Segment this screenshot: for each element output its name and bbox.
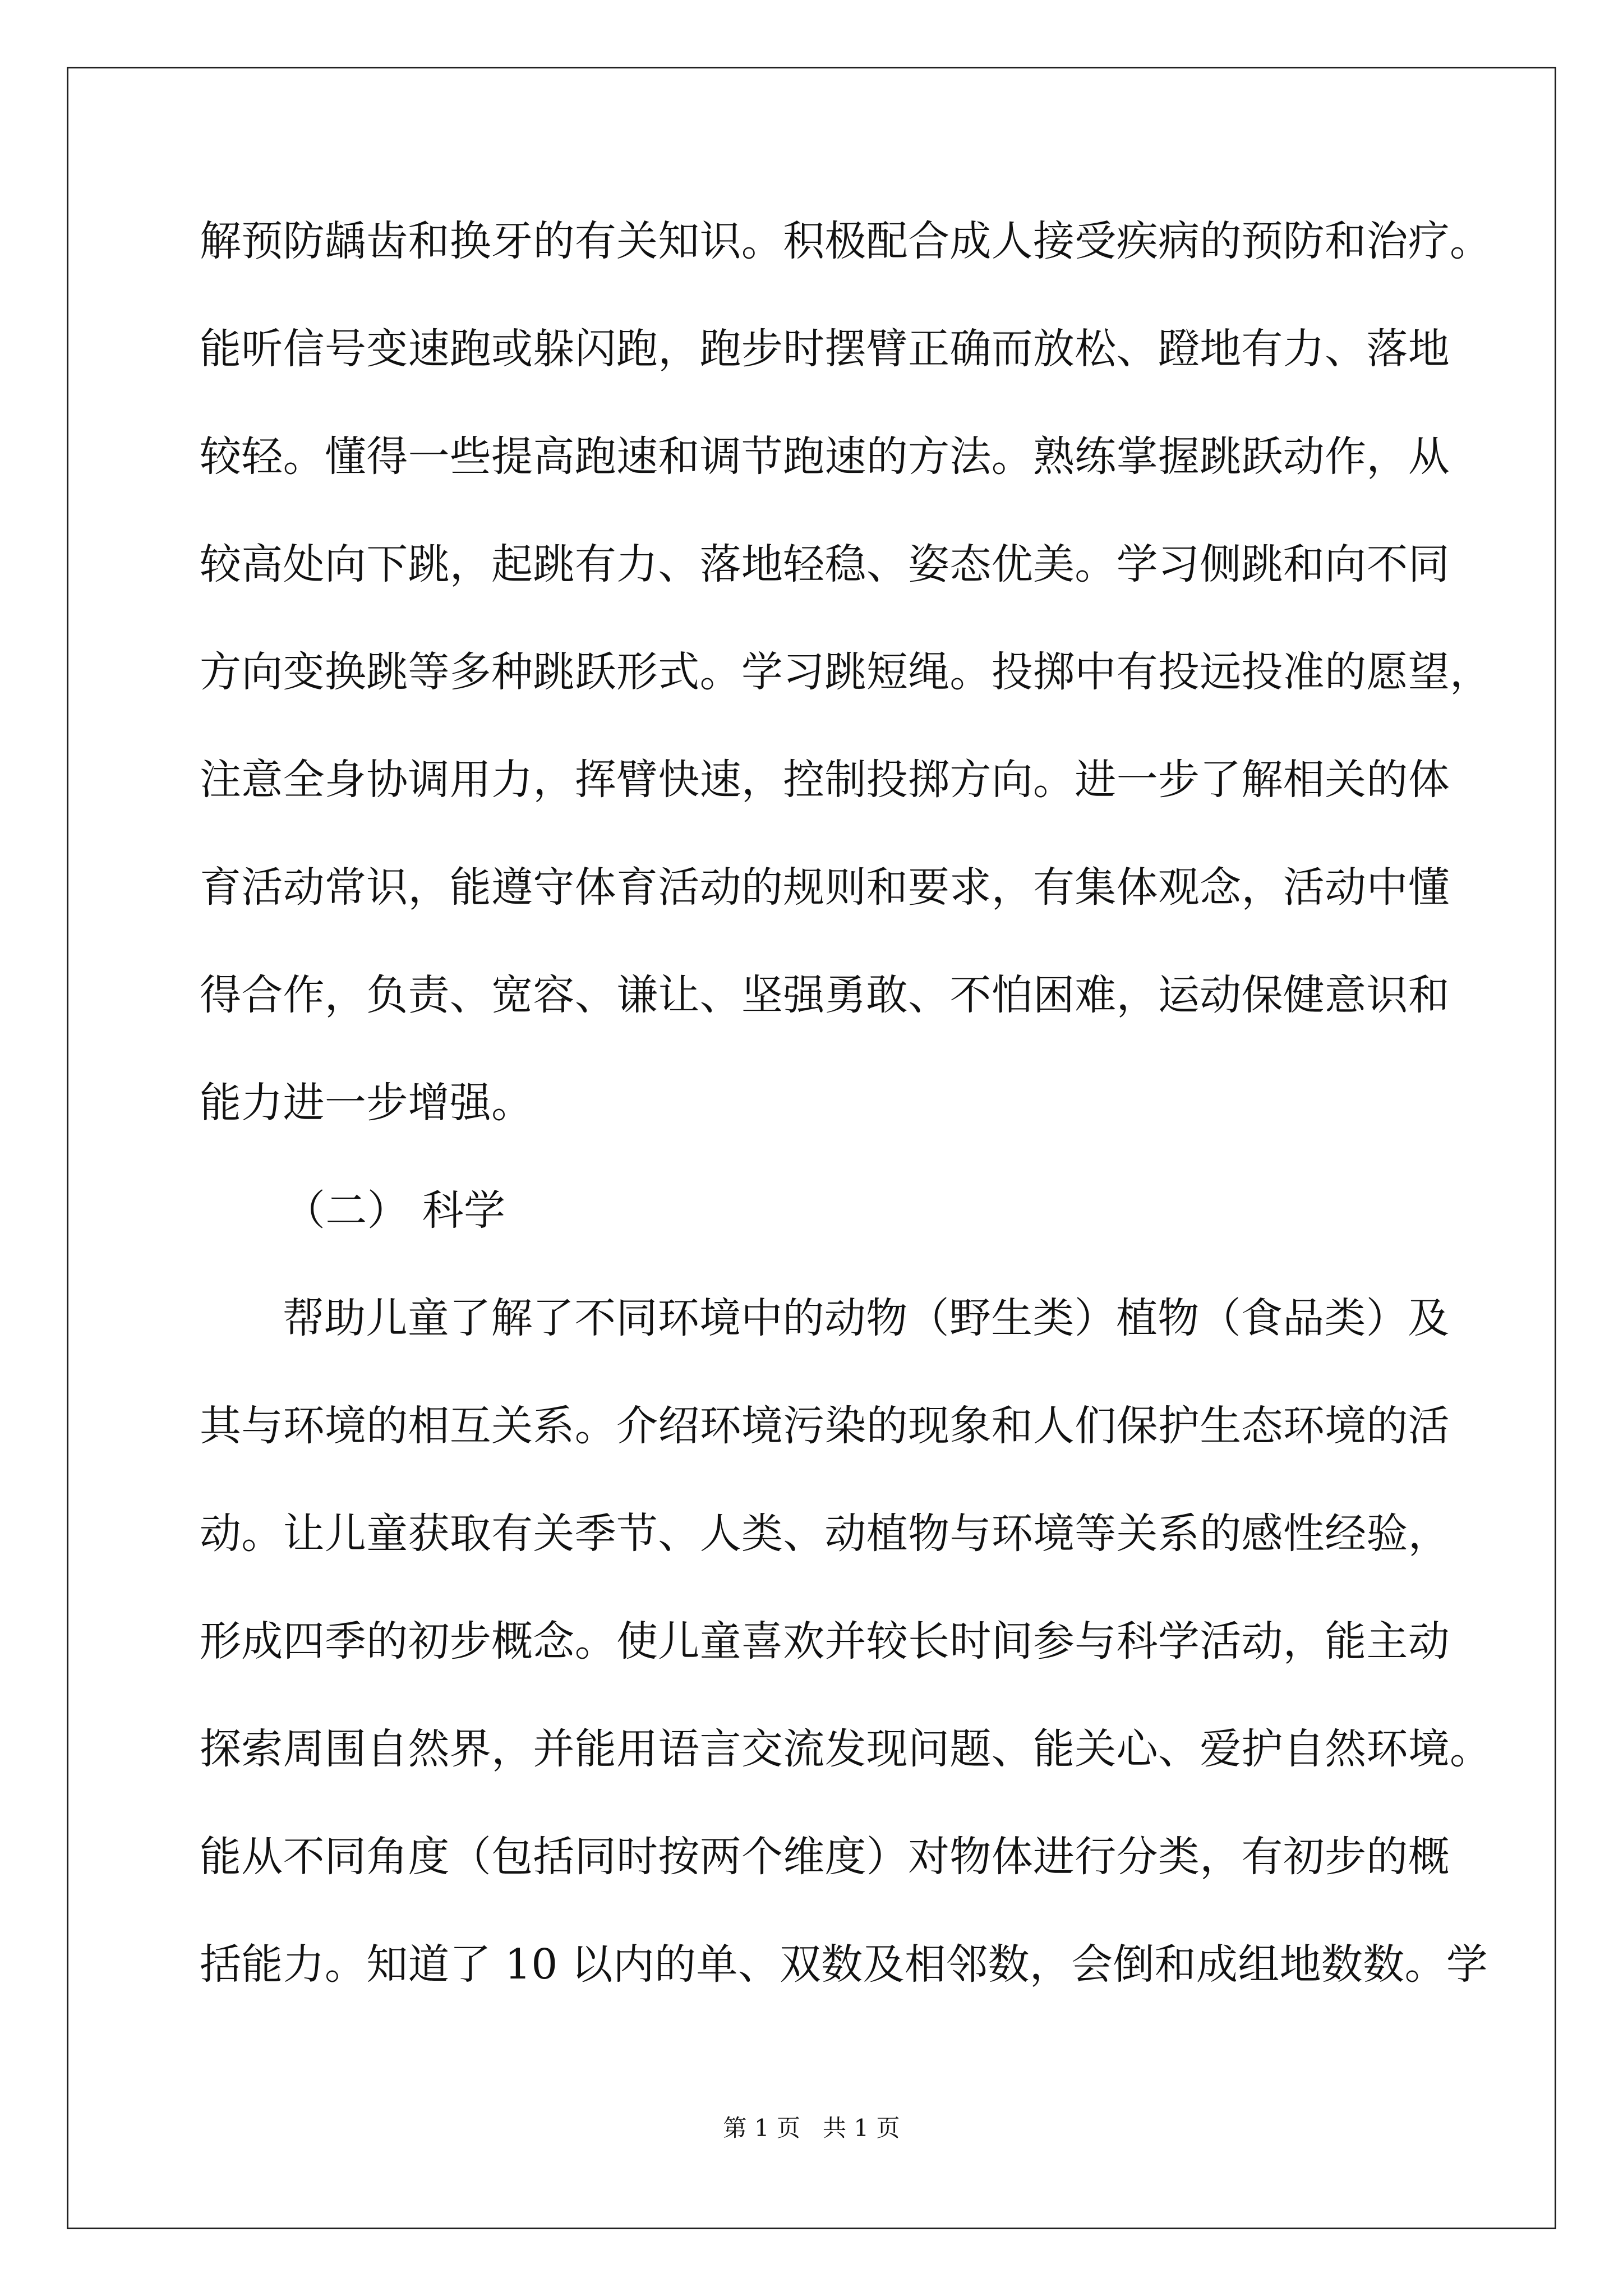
text-line: 其与环境的相互关系。介绍环境污染的现象和人们保护生态环境的活 [200,1402,1450,1450]
text-line: 注意全身协调用力，挥臂快速，控制投掷方向。进一步了解相关的体 [200,756,1450,804]
text-line: 能听信号变速跑或躲闪跑，跑步时摆臂正确而放松、蹬地有力、落地 [200,325,1450,373]
paragraph-first-line: 帮助儿童了解了不同环境中的动物（野生类）植物（食品类）及 [283,1294,1450,1342]
text-line: 较轻。懂得一些提高跑速和调节跑速的方法。熟练掌握跳跃动作，从 [200,432,1450,481]
text-line: 形成四季的初步概念。使儿童喜欢并较长时间参与科学活动，能主动 [200,1617,1450,1665]
section-heading: （二） 科学 [284,1186,506,1235]
text-line: 能力进一步增强。 [200,1079,533,1127]
text-line: 得合作，负责、宽容、谦让、坚强勇敢、不怕困难，运动保健意识和 [200,971,1450,1019]
document-body [200,208,1492,2039]
page-footer: 第 1 页 共 1 页 [723,2114,900,2142]
text-line: 括能力。知道了 10 以内的单、双数及相邻数，会倒和成组地数数。学 [200,1940,1488,1989]
text-line: 育活动常识，能遵守体育活动的规则和要求，有集体观念，活动中懂 [200,863,1450,912]
text-line: 较高处向下跳，起跳有力、落地轻稳、姿态优美。学习侧跳和向不同 [200,540,1450,588]
text-line: 方向变换跳等多种跳跃形式。学习跳短绳。投掷中有投远投准的愿望， [200,648,1492,696]
text-line: 探索周围自然界，并能用语言交流发现问题、能关心、爱护自然环境。 [200,1725,1492,1773]
text-line: 能从不同角度（包括同时按两个维度）对物体进行分类，有初步的概 [200,1833,1450,1881]
text-line: 动。让儿童获取有关季节、人类、动植物与环境等关系的感性经验， [200,1510,1450,1558]
text-line: 解预防龋齿和换牙的有关知识。积极配合成人接受疾病的预防和治疗。 [200,217,1492,265]
